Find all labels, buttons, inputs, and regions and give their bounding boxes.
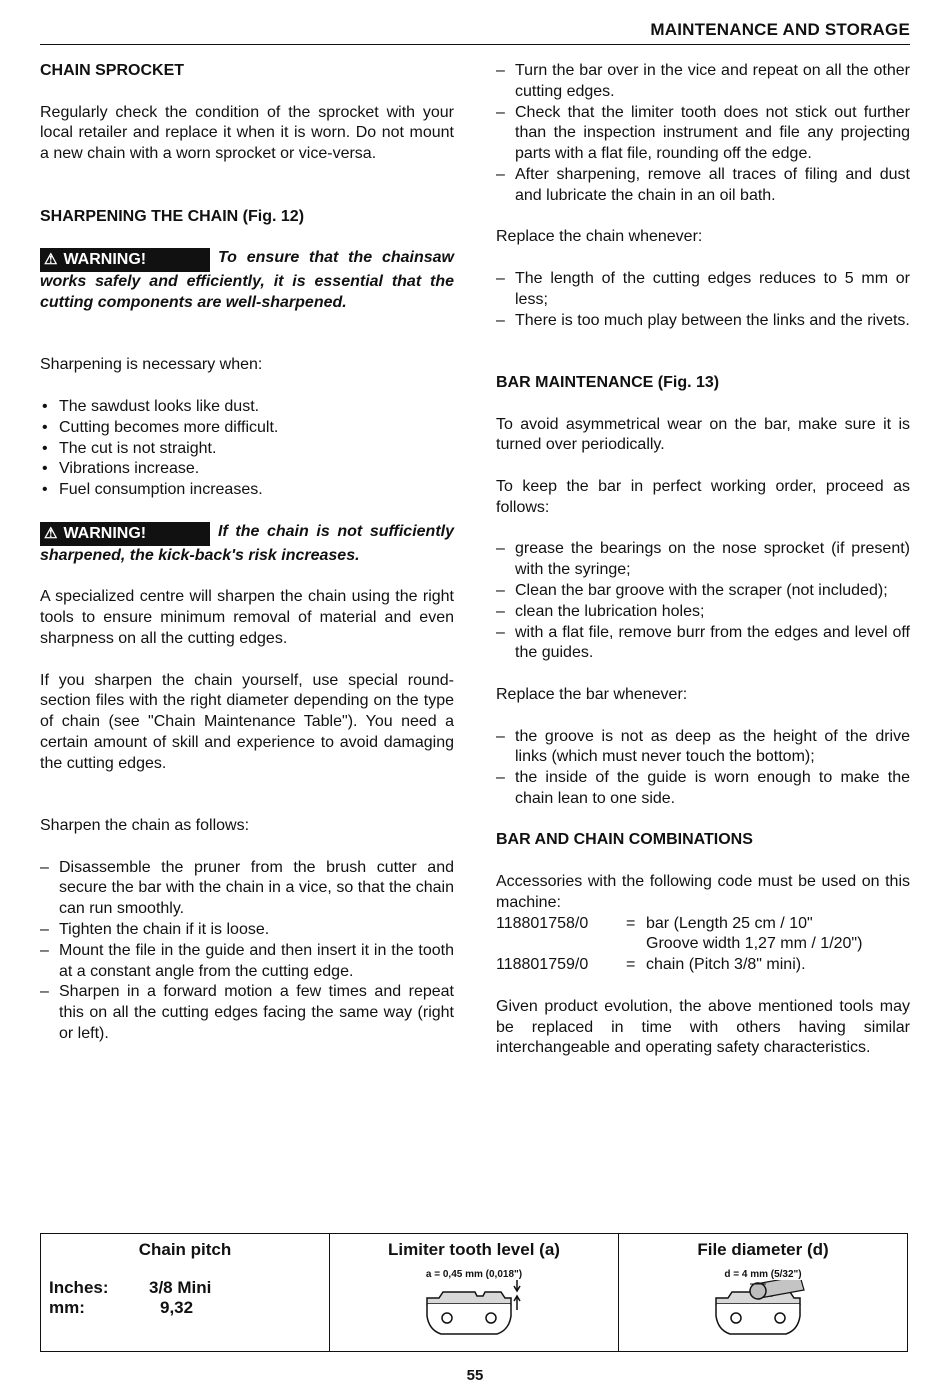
bar-maintenance-text-2: To keep the bar in perfect working order, proceed as follows: <box>496 477 910 516</box>
bar-maintenance-list <box>496 539 910 664</box>
list-item: – Clean the bar groove with the scraper (not included); <box>496 581 910 602</box>
list-item: – with a flat file, remove burr from the edges and level off the guides. <box>496 623 910 665</box>
list-item: • The cut is not straight. <box>40 439 454 460</box>
warning-label: WARNING! <box>63 524 147 542</box>
chain-pitch-title: Chain pitch <box>138 1240 232 1259</box>
code-description: chain (Pitch 3/8" mini). <box>646 956 806 974</box>
sharpen-steps-continued <box>496 61 910 207</box>
warning-label: WARNING! <box>63 251 147 269</box>
sharpening-heading: SHARPENING THE CHAIN (Fig. 12) <box>40 207 305 225</box>
limiter-tooth-caption: a = 0,45 mm (0,018") <box>425 1269 523 1280</box>
inches-value: 3/8 Mini <box>149 1278 212 1297</box>
sharpening-necessary-list <box>40 397 454 501</box>
sharpen-steps-list <box>40 858 454 1045</box>
section-title: MAINTENANCE AND STORAGE <box>650 20 910 39</box>
mm-row <box>49 1298 193 1319</box>
list-item: – Disassemble the pruner from the brush cutter and secure the bar with the chain in a vice, so that the chain can run smoothly. <box>40 858 454 920</box>
list-item: – Tighten the chain if it is loose. <box>40 920 454 941</box>
chain-sprocket-heading: CHAIN SPROCKET <box>40 62 185 79</box>
inches-row <box>49 1278 211 1299</box>
list-item: • Vibrations increase. <box>40 459 454 480</box>
list-item: – Sharpen in a forward motion a few times and repeat this on all the cutting edges facing the same way (right or left). <box>40 982 454 1044</box>
list-item: – the groove is not as deep as the height of the drive links (which must never touch the bottom); <box>496 727 910 769</box>
code-description: bar (Length 25 cm / 10" <box>646 914 813 932</box>
warning-text: If the chain is not sufficiently sharpened, the kick-back's risk increases. <box>40 522 454 564</box>
chain-maintenance-table <box>40 1233 908 1352</box>
code-equals: = <box>626 956 636 974</box>
list-item: – The length of the cutting edges reduces to 5 mm or less; <box>496 269 910 311</box>
file-diameter-figure <box>619 1280 907 1353</box>
bar-maintenance-text-1: To avoid asymmetrical wear on the bar, make sure it is turned over periodically. <box>496 415 910 454</box>
list-item: – Turn the bar over in the vice and repeat on all the other cutting edges. <box>496 61 910 103</box>
list-item: – the inside of the guide is worn enough to make the chain lean to one side. <box>496 768 910 810</box>
warning-text: To ensure that the chainsaw works safely and efficiently, it is essential that the cutting components are well-sharpened. <box>40 249 454 311</box>
list-item: – Mount the file in the guide and then insert it in the tooth at a constant angle from the cutting edge. <box>40 941 454 983</box>
file-diameter-title: File diameter (d) <box>697 1240 829 1259</box>
code-number: 118801758/0 <box>496 914 589 932</box>
list-item: • The sawdust looks like dust. <box>40 397 454 418</box>
list-item: – grease the bearings on the nose sprocket (if present) with the syringe; <box>496 539 910 581</box>
code-description: Groove width 1,27 mm / 1/20") <box>646 935 863 953</box>
warning-block-2 <box>40 522 454 567</box>
limiter-tooth-cell <box>330 1234 619 1351</box>
code-number: 118801759/0 <box>496 956 589 974</box>
replace-chain-list <box>496 269 910 331</box>
sharpen-follows-intro: Sharpen the chain as follows: <box>40 817 250 835</box>
warning-triangle-icon: ⚠ <box>44 251 58 269</box>
product-evolution-text: Given product evolution, the above mentioned tools may be replaced in time with others having similar interchangeable and operating safety characteristics. <box>496 997 910 1057</box>
combinations-intro: Accessories with the following code must be used on this machine: <box>496 873 910 911</box>
replace-bar-intro: Replace the bar whenever: <box>496 685 688 703</box>
list-item: – Check that the limiter tooth does not stick out further than the inspection instrument and file any projecting parts with a flat file, rounding off the edge. <box>496 103 910 165</box>
bar-chain-combinations-heading: BAR AND CHAIN COMBINATIONS <box>496 831 753 849</box>
code-row <box>496 914 910 935</box>
accessory-codes <box>496 914 910 976</box>
list-item: – clean the lubrication holes; <box>496 602 910 623</box>
mm-label: mm: <box>49 1298 85 1317</box>
file-diameter-cell <box>619 1234 907 1351</box>
warning-badge <box>40 248 210 272</box>
code-row <box>496 955 910 976</box>
round-file-icon <box>708 1280 818 1346</box>
file-diameter-caption: d = 4 mm (5/32") <box>724 1269 802 1280</box>
warning-badge <box>40 522 210 546</box>
chain-link-gauge-icon <box>419 1280 529 1346</box>
specialized-centre-text: A specialized centre will sharpen the chain using the right tools to ensure minimum removal of material and even sharpness on all the cutting edges. <box>40 588 454 647</box>
code-equals <box>626 934 646 955</box>
code-row <box>496 934 910 955</box>
list-item: – After sharpening, remove all traces of filing and dust and lubricate the chain in an oil bath. <box>496 165 910 207</box>
inches-label: Inches: <box>49 1278 109 1297</box>
bar-maintenance-heading: BAR MAINTENANCE (Fig. 13) <box>496 373 720 391</box>
left-column <box>40 61 454 1066</box>
list-item: • Fuel consumption increases. <box>40 480 454 501</box>
code-number <box>496 934 626 955</box>
limiter-tooth-title: Limiter tooth level (a) <box>388 1240 560 1259</box>
chain-sprocket-text: Regularly check the condition of the sprocket with your local retailer and replace it when it is worn. Do not mount a new chain with a worn sprocket or vice-versa. <box>40 103 454 163</box>
warning-block-1 <box>40 248 454 314</box>
page-header <box>40 18 910 45</box>
right-column <box>496 61 910 1080</box>
chain-pitch-cell <box>41 1234 330 1351</box>
sharpen-yourself-text: If you sharpen the chain yourself, use special round-section files with the right diameter depending on the type of chain (see "Chain Maintenance Table"). You need a certain amount of skill and experience to avoid damaging the cutting edges. <box>40 671 454 772</box>
warning-triangle-icon: ⚠ <box>44 524 58 542</box>
replace-chain-intro: Replace the chain whenever: <box>496 228 703 246</box>
code-equals: = <box>626 914 636 932</box>
list-item: – There is too much play between the links and the rivets. <box>496 311 910 332</box>
mm-value: 9,32 <box>160 1298 194 1317</box>
sharpening-necessary-intro: Sharpening is necessary when: <box>40 356 263 374</box>
page-number: 55 <box>466 1367 484 1384</box>
list-item: • Cutting becomes more difficult. <box>40 418 454 439</box>
limiter-tooth-figure <box>330 1280 618 1353</box>
replace-bar-list <box>496 727 910 810</box>
